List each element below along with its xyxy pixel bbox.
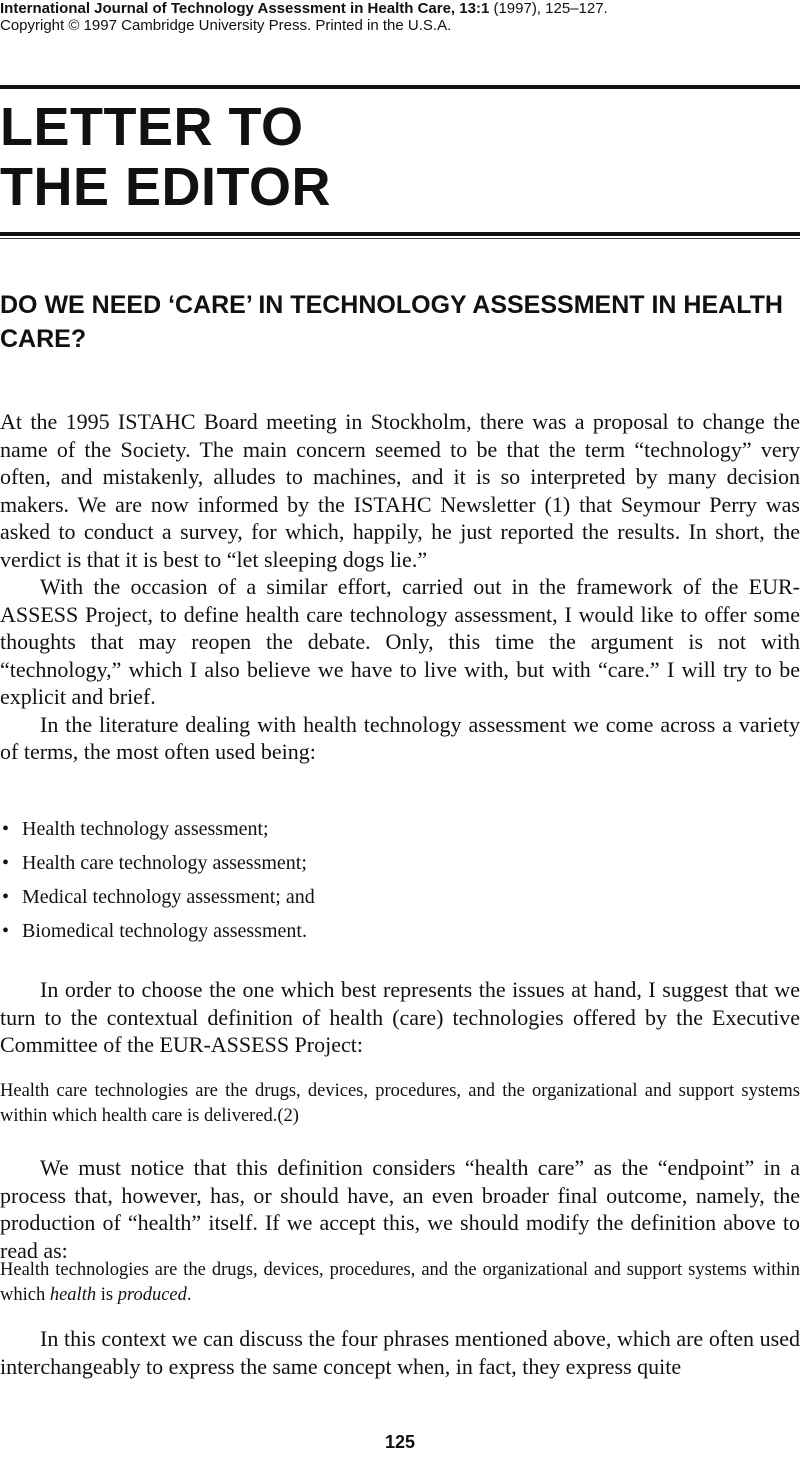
journal-name: International Journal of Technology Assessment in Health Care, 13:1 xyxy=(0,0,490,17)
section-title-line-2: THE EDITOR xyxy=(0,157,332,217)
page-number: 125 xyxy=(384,1432,416,1452)
paragraph-2: With the occasion of a similar effort, carried out in the framework of the EUR-ASSESS Project, to define health care technology assessment, I would like to offer some thoughts that may reopen the debate. Only, this time the argument is not with “technology,” which I also believe we have to live with, but with “care.” I will try to be explicit and brief. xyxy=(0,574,800,709)
quote-text: is xyxy=(96,1284,118,1305)
body-text-block xyxy=(0,1325,800,1380)
journal-citation xyxy=(0,0,608,18)
list-item: • Medical technology assessment; and xyxy=(0,880,315,914)
list-item: • Biomedical technology assessment. xyxy=(0,914,315,948)
term-list xyxy=(0,812,315,948)
list-item: • Health technology assessment; xyxy=(0,812,315,846)
copyright-line: Copyright © 1997 Cambridge University Press. Printed in the U.S.A. xyxy=(0,17,452,34)
article-title: DO WE NEED ‘CARE’ IN TECHNOLOGY ASSESSMENT IN HEALTH CARE? xyxy=(0,291,783,353)
top-rule xyxy=(0,85,800,89)
section-rule xyxy=(0,232,800,236)
paragraph-5: We must notice that this definition considers “health care” as the “endpoint” in a process that, however, has, or should have, an even broader final outcome, namely, the production of “health” itself. If we accept this, we should modify the definition above to read as: xyxy=(0,1155,800,1263)
paragraph-1: At the 1995 ISTAHC Board meeting in Stockholm, there was a proposal to change the name of the Society. The main concern seemed to be that the term “technology” very often, and mistakenly, alludes to machines, and it is so interpreted by many decision makers. We are now informed by the ISTAHC Newsletter (1) that Seymour Perry was asked to conduct a survey, for which, happily, he just reported the results. In short, the verdict is that it is best to “let sleeping dogs lie.” xyxy=(0,409,800,572)
list-item: • Health care technology assessment; xyxy=(0,846,315,880)
section-title xyxy=(0,97,331,217)
paragraph-6: In this context we can discuss the four phrases mentioned above, which are often used interchangeably to express the same concept when, in fact, they express quite xyxy=(0,1326,800,1379)
quote-text: . xyxy=(186,1284,192,1305)
body-text-block xyxy=(0,408,800,766)
paragraph-3: In the literature dealing with health technology assessment we come across a variety of terms, the most often used being: xyxy=(0,711,800,764)
section-rule-thin xyxy=(0,238,800,239)
definition-quote-1: Health care technologies are the drugs, devices, procedures, and the organizational and support systems within which health care is delivered.(2) xyxy=(0,1081,800,1126)
paragraph-4: In order to choose the one which best represents the issues at hand, I suggest that we turn to the contextual definition of health (care) technologies offered by the Executive Committee of the EUR-ASSESS Project: xyxy=(0,977,800,1057)
body-text-block xyxy=(0,1154,800,1264)
body-text-block xyxy=(0,976,800,1059)
quote-emphasis: health xyxy=(49,1284,97,1305)
definition-quote-2 xyxy=(0,1258,800,1307)
section-title-line-1: LETTER TO xyxy=(0,97,304,157)
quote-text: Health technologies are the drugs, devices, procedures, and the organizational and support systems within which xyxy=(0,1260,800,1305)
journal-year-pages: (1997), 125–127. xyxy=(489,0,608,17)
quote-emphasis: produced xyxy=(117,1284,187,1305)
